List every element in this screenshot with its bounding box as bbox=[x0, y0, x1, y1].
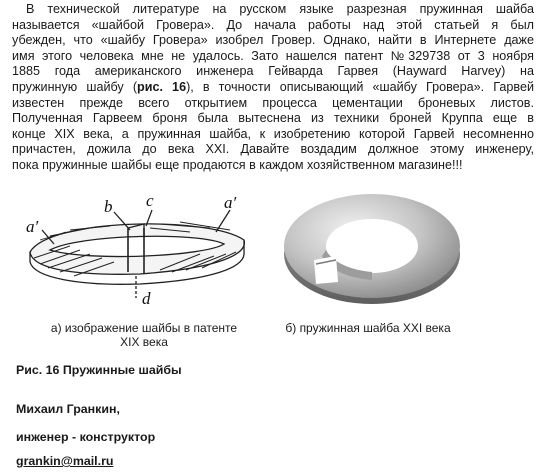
label-c: c bbox=[146, 191, 154, 210]
article-line: пружинную шайбу (рис. 16), в точности описывающий «шайбу Гровера». Гарвей bbox=[12, 79, 534, 94]
caption-a-line2: XIX века bbox=[120, 335, 168, 349]
article-paragraph bbox=[12, 2, 534, 174]
label-a2: a′ bbox=[224, 193, 237, 212]
label-b: b bbox=[104, 197, 113, 216]
author-name: Михаил Гранкин, bbox=[16, 402, 120, 416]
article-line: В технической литературе на русском языке разрезная пружинная шайба bbox=[26, 2, 534, 16]
article-line: конце XIX века, а пружинная шайба, к изобретению которой Гарвей несомненно bbox=[12, 126, 534, 141]
author-email-link[interactable]: grankin@mail.ru bbox=[16, 454, 114, 468]
article-line: называется «шайбой Гровера». До начала работы над этой статьей я был bbox=[12, 17, 534, 32]
article-line: 1885 года американского инженера Гейварда Гарвея (Hayward Harvey) на bbox=[12, 64, 534, 79]
figure-title: Рис. 16 Пружинные шайбы bbox=[16, 363, 182, 377]
label-d: d bbox=[142, 289, 151, 308]
caption-a-line1: а) изображение шайбы в патенте bbox=[50, 321, 238, 335]
article-line: известен прежде всего открытием процесса цементации броневых листов. bbox=[12, 95, 534, 110]
figure-reference: рис. 16 bbox=[137, 79, 187, 94]
patent-washer-drawing bbox=[10, 188, 262, 308]
author-role: инженер - конструктор bbox=[16, 430, 156, 444]
caption-figure-a bbox=[30, 321, 258, 349]
article-line: причастен, дожила до века XXI. Давайте воздадим должное этому инженеру, bbox=[12, 142, 534, 157]
article-line: пока пружинные шайбы еще продаются в каждом хозяйственном магазине!!! bbox=[12, 157, 463, 172]
modern-split-washer-image bbox=[276, 184, 468, 308]
article-line: убежден, что «шайбу Гровера» изобрел Гровер. Однако, найти в Интернете даже bbox=[12, 33, 534, 48]
label-a1: a′ bbox=[26, 217, 39, 236]
article-line: Полученная Гарвеем броня была вытеснена из техники броней Круппа еще в bbox=[12, 111, 534, 126]
article-line: имя этого человека мне не удалось. Зато нашелся патент №329738 от 3 ноября bbox=[12, 48, 534, 63]
caption-figure-b: б) пружинная шайба XXI века bbox=[285, 321, 451, 335]
